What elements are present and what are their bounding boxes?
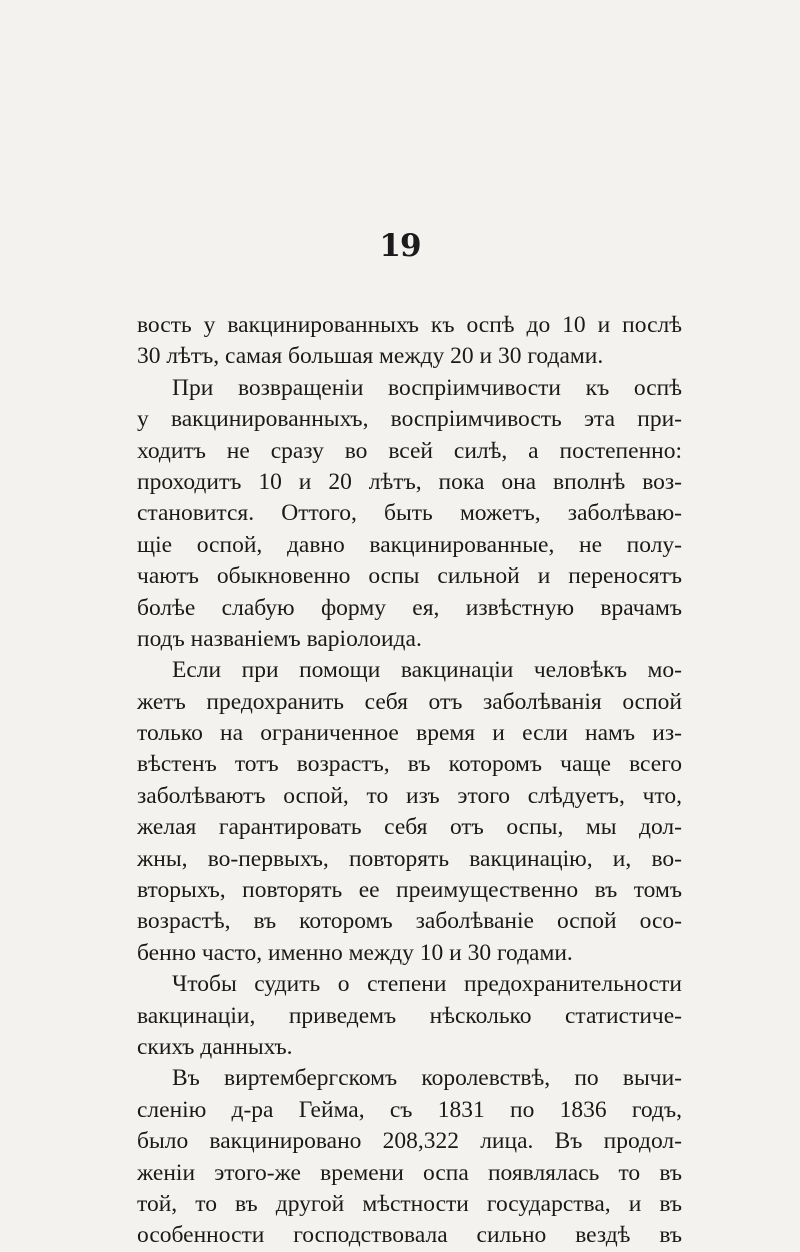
text-line: женіи этого-же времени оспа появлялась то въ: [137, 1159, 682, 1186]
text-line: жны, во-первыхъ, повторять вакцинацію, и, во-: [137, 845, 682, 872]
text-line: жетъ предохранить себя отъ заболѣванія оспой: [137, 688, 682, 715]
text-line: возрастѣ, въ которомъ заболѣваніе оспой осо-: [137, 908, 682, 935]
body-text: [137, 310, 682, 1252]
text-line: 30 лѣтъ, самая большая между 20 и 30 годами.: [137, 343, 604, 370]
text-line: скихъ данныхъ.: [137, 1033, 293, 1060]
text-line: сленію д-ра Гейма, съ 1831 по 1836 годъ,: [137, 1096, 682, 1123]
text-line: только на ограниченное время и если намъ из-: [137, 720, 682, 747]
text-line: вторыхъ, повторять ее преимущественно въ томъ: [137, 877, 682, 904]
text-line: щіе оспой, давно вакцинированные, не полу-: [137, 531, 682, 558]
text-line: вость у вакцинированныхъ къ оспѣ до 10 и послѣ: [137, 312, 682, 338]
page-number: 19: [379, 228, 421, 264]
text-line: подъ названіемъ варіолоида.: [137, 625, 422, 652]
text-line: ходитъ не сразу во всей силѣ, а постепенно:: [137, 437, 682, 464]
text-line: Чтобы судить о степени предохранительности: [172, 971, 682, 998]
text-line: болѣе слабую форму ея, извѣстную врачамъ: [137, 594, 682, 621]
text-line: вакцинаціи, приведемъ нѣсколько статистиче-: [137, 1002, 682, 1029]
text-line: заболѣваютъ оспой, то изъ этого слѣдуетъ, что,: [137, 782, 682, 809]
text-line: становится. Оттого, быть можетъ, заболѣваю-: [137, 500, 682, 527]
text-line: той, то въ другой мѣстности государства, и въ: [137, 1190, 682, 1217]
text-line: у вакцинированныхъ, воспріимчивость эта при-: [137, 406, 682, 433]
text-line: Если при помощи вакцинаціи человѣкъ мо-: [172, 657, 682, 684]
text-line: чаютъ обыкновенно оспы сильной и переносятъ: [137, 563, 682, 590]
text-line: бенно часто, именно между 10 и 30 годами.: [137, 939, 573, 966]
text-line: Въ виртембергскомъ королевствѣ, по вычи-: [172, 1065, 682, 1092]
text-line: вѣстенъ тотъ возрастъ, въ которомъ чаще всего: [137, 751, 682, 778]
text-line: особенности господствовала сильно вездѣ въ: [137, 1222, 682, 1249]
text-line: проходитъ 10 и 20 лѣтъ, пока она вполнѣ воз-: [137, 468, 682, 495]
text-line: При возвращеніи воспріимчивости къ оспѣ: [172, 374, 682, 401]
text-line: было вакцинировано 208,322 лица. Въ продол-: [137, 1128, 682, 1155]
text-line: желая гарантировать себя отъ оспы, мы дол-: [137, 814, 682, 841]
